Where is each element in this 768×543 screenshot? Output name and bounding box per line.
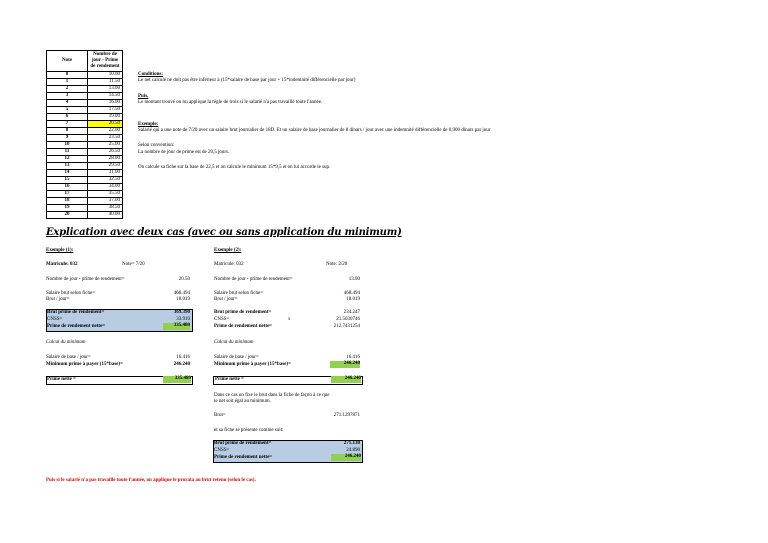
table-row — [47, 86, 123, 93]
note-cell: 20 — [47, 212, 88, 219]
days-cell: 16.00 — [88, 100, 123, 107]
table-row — [47, 128, 123, 135]
ex2-calc-min: Calcul du minimum — [214, 340, 254, 345]
days-header — [88, 51, 123, 72]
ex1-cnss-label: CNSS= — [47, 317, 63, 322]
days-cell: 10.00 — [88, 72, 123, 79]
table-row — [47, 191, 123, 198]
ex1-net-label: Prime de rendement nette= — [47, 324, 106, 329]
table-row — [47, 205, 123, 212]
ex1-min-value: 246.240 — [173, 362, 190, 367]
ex2-prime-nette-value: 246.240 — [331, 376, 361, 383]
convention-line2: La nombre de jour de prime est de 20,5 jours. — [138, 150, 230, 155]
table-row — [47, 114, 123, 121]
days-header-line: Nombre de — [93, 52, 117, 57]
ex1-salaire-label: Salaire brut selon fiche= — [46, 291, 96, 296]
table-row — [47, 163, 123, 170]
ex2-f-brut-label: Brut prime de rendement= — [214, 441, 272, 446]
section-heading: Explication avec deux cas (avec ou sans application du minimum) — [46, 227, 402, 238]
note-cell: 7 — [47, 121, 88, 128]
days-cell: 19.00 — [88, 114, 123, 121]
ex1-min-label: Minimum prime à payer (15*base)= — [46, 362, 123, 367]
convention-line1: Selon convention: — [138, 143, 175, 148]
ex2-f-cnss-value: 24.890 — [346, 448, 360, 453]
ex1-cnss-value: 33.910 — [176, 317, 190, 322]
days-cell: 14.50 — [88, 93, 123, 100]
days-cell: 29.50 — [88, 163, 123, 170]
days-cell: 17.50 — [88, 107, 123, 114]
calc-line: On calcule sa fiche sur la base de 22,5 et on calcule le minimum 15*9,5 et on lui accorde le sup. — [138, 165, 331, 170]
ex1-matricule: Matricule: 032 — [46, 262, 78, 267]
ex2-days-value: 13.00 — [348, 277, 360, 282]
note-cell: 0 — [47, 72, 88, 79]
ex1-title: Exemple (1): — [46, 248, 74, 253]
note-cell: 19 — [47, 205, 88, 212]
ex2-cnss-label: CNSS= — [214, 317, 230, 322]
ex1-days-value: 20.50 — [178, 277, 190, 282]
table-row — [47, 79, 123, 86]
ex1-prime-nette-label: Prime nette = — [47, 377, 76, 382]
ex2-net-label: Prime de rendement nette= — [214, 324, 273, 329]
table-row — [47, 100, 123, 107]
ex2-f-net-value: 246.240 — [331, 454, 361, 461]
ex2-brut-jour-value: 18.019 — [346, 297, 360, 302]
days-cell: 23.50 — [88, 135, 123, 142]
table-row — [47, 177, 123, 184]
ex2-brut-label: Brut= — [214, 413, 226, 418]
ex1-prime-nette-value: 335.480 — [163, 376, 191, 383]
footer-note: Puis si le salarié n'a pas travaillé toute l'année, on applique le prorata au brut retenu (selon le cas). — [46, 478, 256, 483]
note-cell: 8 — [47, 128, 88, 135]
ex2-cnss-value: 21.5030746 — [336, 317, 360, 322]
table-row — [47, 170, 123, 177]
note-cell: 2 — [47, 86, 88, 93]
ex2-sal-base-value: 16.416 — [346, 355, 360, 360]
note-cell: 15 — [47, 177, 88, 184]
note-cell: 16 — [47, 184, 88, 191]
days-cell: 11.50 — [88, 79, 123, 86]
ex2-f-net-label: Prime de rendement nette= — [214, 455, 273, 460]
days-header-line: jour - Prime — [91, 58, 119, 63]
note-cell: 3 — [47, 93, 88, 100]
ex2-net-value: 212.7431254 — [333, 324, 360, 329]
conditions-title: Conditions: — [138, 72, 164, 77]
table-row — [47, 135, 123, 142]
example-title: Exemple: — [138, 122, 159, 127]
note-cell: 9 — [47, 135, 88, 142]
ex1-note: Note= 7/20 — [122, 262, 145, 267]
ex2-sal-base-label: Salaire de base / jour= — [214, 355, 259, 360]
days-cell: 37.00 — [88, 198, 123, 205]
ex2-matricule: Matricule: 032 — [214, 262, 244, 267]
ex1-brut-jour-label: Brut / jour= — [46, 297, 70, 302]
table-row — [47, 121, 123, 128]
days-cell: 26.50 — [88, 149, 123, 156]
ex1-days-label: Nombre de jour - prime de rendement= — [46, 277, 125, 282]
puis-title: Puis, — [138, 94, 149, 99]
table-row — [47, 156, 123, 163]
note-table-header — [47, 51, 123, 72]
table-row — [47, 93, 123, 100]
ex2-brut-jour-label: Brut / jour= — [214, 297, 238, 302]
ex1-calc-min: Calcul du minimum — [46, 340, 86, 345]
table-row — [47, 149, 123, 156]
table-row — [47, 184, 123, 191]
note-cell: 4 — [47, 100, 88, 107]
ex2-force-line2: le net soit égal au minimum. — [214, 399, 271, 404]
table-row — [47, 198, 123, 205]
ex2-brut-value: 271.1297871 — [333, 413, 360, 418]
ex1-salaire-value: 468.494 — [173, 291, 190, 296]
ex1-brut-prime-label: Brut prime de rendement= — [47, 310, 105, 315]
note-table-body — [47, 72, 123, 219]
days-cell: 20.50 — [88, 121, 123, 128]
ex2-days-label: Nombre de jour - prime de rendement= — [214, 277, 293, 282]
ex2-note: Note: 2/20 — [326, 262, 348, 267]
days-cell: 13.00 — [88, 86, 123, 93]
days-cell: 25.00 — [88, 142, 123, 149]
ex2-prime-nette-label: Prime nette = — [215, 377, 244, 382]
ex1-brut-prime-value: 369.390 — [173, 310, 190, 315]
ex1-sal-base-value: 16.416 — [176, 355, 190, 360]
note-cell: 1 — [47, 79, 88, 86]
days-cell: 32.50 — [88, 177, 123, 184]
ex2-f-brut-value: 271.130 — [343, 441, 360, 446]
ex1-sal-base-label: Salaire de base / jour= — [46, 355, 91, 360]
days-cell: 38.50 — [88, 205, 123, 212]
ex1-brut-jour-value: 18.019 — [176, 297, 190, 302]
days-cell: 34.00 — [88, 184, 123, 191]
ex2-force-line1: Dans ce cas on fixe le brut dans la fiche de façon à ce que — [214, 393, 330, 398]
ex2-brut-prime-label: Brut prime de rendement= — [214, 310, 272, 315]
ex2-title: Exemple (2): — [214, 248, 242, 253]
ex2-salaire-value: 468.494 — [343, 291, 360, 296]
days-cell: 31.00 — [88, 170, 123, 177]
days-cell: 40.00 — [88, 212, 123, 219]
note-cell: 5 — [47, 107, 88, 114]
days-header-line: de rendement — [90, 64, 120, 69]
ex2-min-label: Minimum prime à payer (15*base)= — [214, 362, 291, 367]
puis-text: Le montant trouvé on lui applique la règle de trois si le salarié n'a pas travaillé toute l'année. — [138, 100, 323, 105]
table-row — [47, 107, 123, 114]
conditions-text: Le net calculé ne doit pas être inférieur à (15*salaire de base par jour + 15*indemnité différencielle par jour) — [138, 78, 356, 83]
table-row — [47, 72, 123, 79]
note-cell: 12 — [47, 156, 88, 163]
note-cell: 14 — [47, 170, 88, 177]
example-text: Salarié qui a une note de 7/20 avec un salaire brut journalier de 18D. Et un salaire de base journalier de 8 dinars / jour avec une indemnité différencielle de 0,900 dinars par jour — [138, 128, 491, 133]
note-cell: 13 — [47, 163, 88, 170]
note-table — [46, 50, 123, 219]
days-cell: 22.00 — [88, 128, 123, 135]
note-header: Note — [47, 51, 88, 72]
note-cell: 10 — [47, 142, 88, 149]
note-cell: 6 — [47, 114, 88, 121]
ex2-fiche-text: et sa fiche se présente comme suit: — [214, 428, 284, 433]
days-cell: 35.50 — [88, 191, 123, 198]
days-cell: 28.00 — [88, 156, 123, 163]
ex2-cnss-mark: x — [288, 317, 291, 322]
note-cell: 17 — [47, 191, 88, 198]
note-cell: 11 — [47, 149, 88, 156]
ex2-brut-prime-value: 234.247 — [343, 310, 360, 315]
note-cell: 18 — [47, 198, 88, 205]
table-row — [47, 142, 123, 149]
ex2-min-value: 246.240 — [330, 361, 360, 368]
ex2-salaire-label: Salaire brut selon fiche= — [214, 291, 264, 296]
ex2-f-cnss-label: CNSS= — [214, 448, 230, 453]
table-row — [47, 212, 123, 219]
ex1-net-value: 335.480 — [163, 323, 190, 330]
